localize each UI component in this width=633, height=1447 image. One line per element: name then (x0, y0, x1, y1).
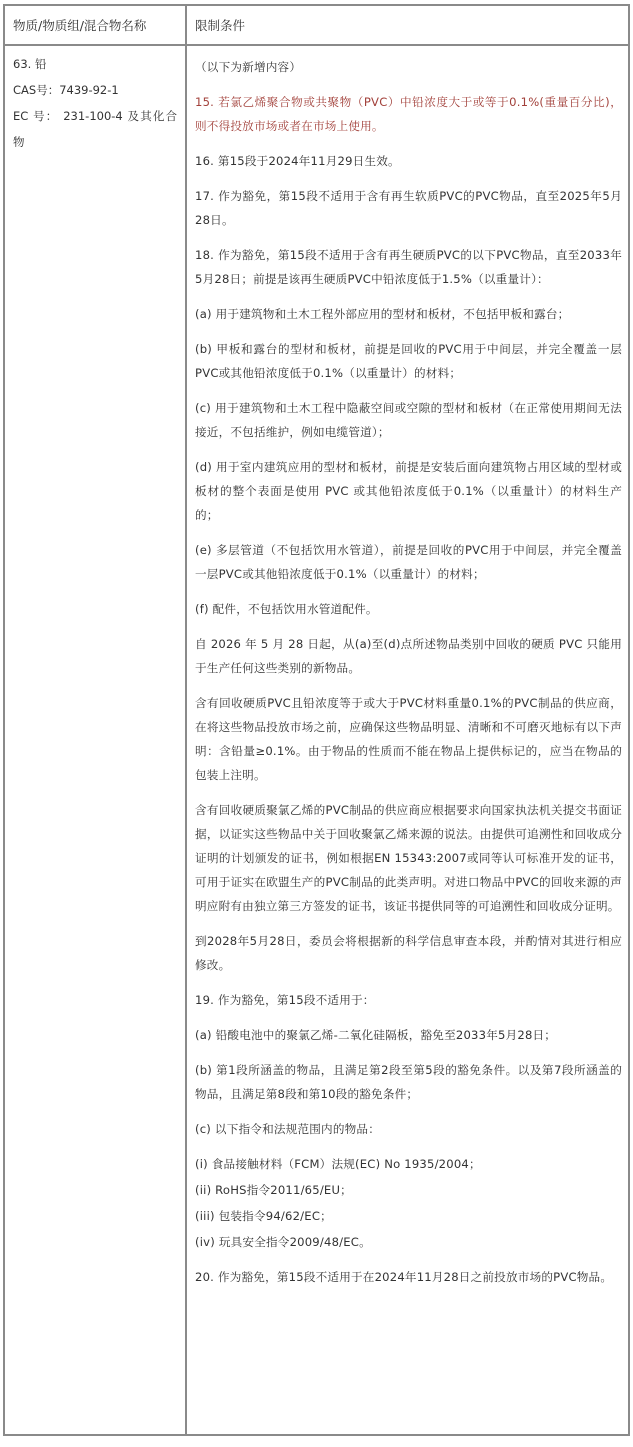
condition-paragraph: 19. 作为豁免，第15段不适用于： (195, 993, 375, 1007)
condition-paragraph: 到2028年5月28日，委员会将根据新的科学信息审查本段，并酌情对其进行相应修改。 (195, 934, 622, 972)
condition-paragraph: 16. 第15段于2024年11月29日生效。 (195, 154, 400, 168)
condition-paragraph: 17. 作为豁免，第15段不适用于含有再生软质PVC的PVC物品，直至2025年5月28日。 (195, 189, 622, 227)
substance-cell (4, 45, 186, 1435)
header-substance-name: 物质/物质组/混合物名称 (4, 5, 186, 45)
condition-paragraph: (i) 食品接触材料（FCM）法规(EC) No 1935/2004； (195, 1157, 481, 1171)
condition-paragraph: 15. 若氯乙烯聚合物或共聚物（PVC）中铅浓度大于或等于0.1%(重量百分比)，则不得投放市场或者在市场上使用。 (195, 95, 622, 133)
condition-paragraph: (f) 配件，不包括饮用水管道配件。 (195, 602, 378, 616)
condition-paragraph: （以下为新增内容） (195, 60, 302, 74)
condition-paragraph: (c) 用于建筑物和土木工程中隐蔽空间或空隙的型材和板材（在正常使用期间无法接近，不包括维护，例如电缆管道）； (195, 401, 622, 439)
condition-paragraph: 自 2026 年 5 月 28 日起，从(a)至(d)点所述物品类别中回收的硬质 PVC 只能用于生产任何这些类别的新物品。 (195, 637, 622, 675)
substance-name: 63. 铅 (13, 57, 47, 71)
condition-paragraph: (a) 铅酸电池中的聚氯乙烯-二氧化硅隔板，豁免至2033年5月28日； (195, 1028, 557, 1042)
condition-paragraph: 含有回收硬质聚氯乙烯的PVC制品的供应商应根据要求向国家执法机关提交书面证据，以证实这些物品中关于回收聚氯乙烯来源的说法。由提供可追溯性和回收成分证明的计划颁发的证书，例如根据EN 15343:2007或同等认可标准开发的证书，可用于证实在欧盟生产的PVC制品的此类声明。对进口物品中PVC的回收来源的声明应附有由独立第三方签发的证书，该证书提供同等的可追溯性和回收成分证明。 (195, 803, 622, 913)
condition-paragraph: (iv) 玩具安全指令2009/48/EC。 (195, 1235, 371, 1249)
condition-paragraph: (a) 用于建筑物和土木工程外部应用的型材和板材，不包括甲板和露台； (195, 307, 570, 321)
condition-paragraph: 18. 作为豁免，第15段不适用于含有再生硬质PVC的以下PVC物品，直至2033年5月28日；前提是该再生硬质PVC中铅浓度低于1.5%（以重量计）： (195, 248, 622, 286)
condition-paragraph: (b) 第1段所涵盖的物品，且满足第2段至第5段的豁免条件。以及第7段所涵盖的物品，且满足第8段和第10段的豁免条件； (195, 1063, 622, 1101)
conditions-cell (186, 45, 629, 1435)
cas-number: CAS号：7439-92-1 (13, 83, 119, 97)
table-header-row (4, 5, 629, 45)
ec-number: EC 号： 231-100-4 及其化合物 (13, 109, 177, 149)
condition-paragraph: (ii) RoHS指令2011/65/EU； (195, 1183, 352, 1197)
header-restriction-conditions: 限制条件 (186, 5, 629, 45)
condition-paragraph: (b) 甲板和露台的型材和板材，前提是回收的PVC用于中间层，并完全覆盖一层PVC或其他铅浓度低于0.1%（以重量计）的材料； (195, 342, 622, 380)
condition-paragraph: (e) 多层管道（不包括饮用水管道），前提是回收的PVC用于中间层，并完全覆盖一层PVC或其他铅浓度低于0.1%（以重量计）的材料； (195, 543, 622, 581)
condition-paragraph: 20. 作为豁免，第15段不适用于在2024年11月28日之前投放市场的PVC物品。 (195, 1270, 613, 1284)
table-row (4, 45, 629, 1435)
condition-paragraph: (iii) 包装指令94/62/EC； (195, 1209, 332, 1223)
restriction-table (3, 4, 630, 1436)
condition-paragraph: 含有回收硬质PVC且铅浓度等于或大于PVC材料重量0.1%的PVC制品的供应商，在将这些物品投放市场之前，应确保这些物品明显、清晰和不可磨灭地标有以下声明：含铅量≥0.1%。由于物品的性质而不能在物品上提供标记的，应当在物品的包装上注明。 (195, 696, 622, 782)
condition-paragraph: (d) 用于室内建筑应用的型材和板材，前提是安装后面向建筑物占用区域的型材或板材的整个表面是使用 PVC 或其他铅浓度低于0.1%（以重量计）的材料生产的； (195, 460, 622, 522)
condition-paragraph: (c) 以下指令和法规范围内的物品： (195, 1122, 381, 1136)
